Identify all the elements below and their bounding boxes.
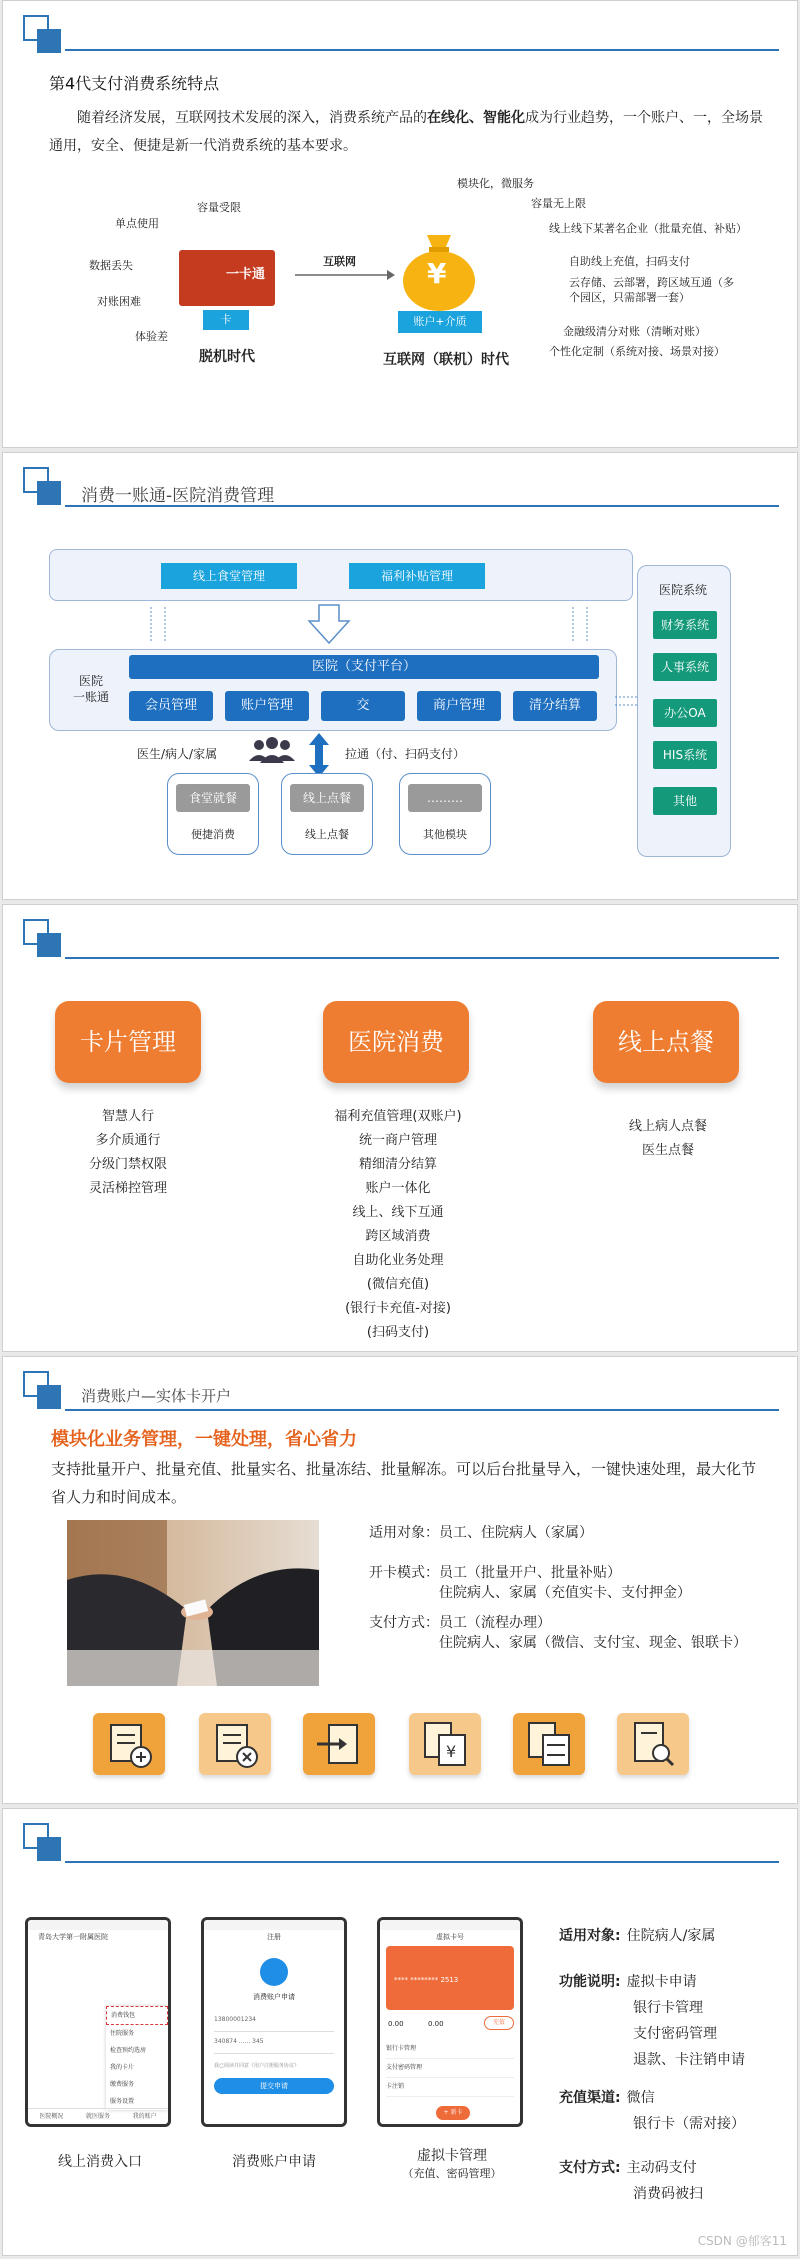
- caption-virtual-card-sub: （充值、密码管理）: [402, 2167, 502, 2180]
- era-online: 互联网（联机）时代: [383, 352, 509, 368]
- platform-label-line1: 医院: [78, 674, 103, 688]
- info-row-mode: [369, 1563, 691, 1603]
- info-value: 住院病人、家属（微信、支付宝、现金、银联卡）: [439, 1635, 747, 1651]
- headline: 模块化业务管理，一键处理，省心省力: [51, 1429, 357, 1450]
- card-number: **** ******** 2513: [394, 1976, 459, 1984]
- module-online-order[interactable]: [281, 773, 373, 855]
- btn-member-mgmt[interactable]: 会员管理: [129, 691, 213, 721]
- label-capacity-unlimited: 容量无上限: [531, 197, 586, 210]
- search-doc-icon[interactable]: [617, 1713, 689, 1775]
- phone-field[interactable]: 13800001234: [214, 2016, 334, 2032]
- phone-header: 注册: [267, 1933, 281, 1941]
- slide-hospital-account: [2, 452, 798, 900]
- phone-virtual-card: [377, 1917, 523, 2127]
- phone-header: 青岛大学第一附属医院: [38, 1933, 108, 1941]
- caption-virtual-card: 虚拟卡管理: [417, 2148, 487, 2164]
- label-data-loss: 数据丢失: [89, 259, 133, 272]
- id-field[interactable]: 340874 ...... 345: [214, 2038, 334, 2054]
- hospital-consume-list: [303, 1105, 493, 1345]
- label-poor-experience: 体验差: [135, 330, 168, 343]
- btn-other-system[interactable]: 其他: [653, 787, 717, 815]
- handshake-photo: [67, 1520, 319, 1686]
- list-item: 多介质通行: [95, 1133, 161, 1148]
- list-item: 医生点餐: [641, 1143, 694, 1158]
- online-order-list: [593, 1115, 743, 1163]
- svg-text:¥: ¥: [446, 1742, 457, 1761]
- btn-finance-system[interactable]: 财务系统: [653, 611, 717, 639]
- info-value: 虚拟卡申请: [626, 1974, 697, 1990]
- info-value: 银行卡管理: [633, 2000, 703, 2016]
- platform-label: [71, 673, 111, 705]
- info-key: 适用对象:: [559, 1928, 621, 1944]
- corner-decoration: [23, 15, 57, 49]
- connector-arrows: [143, 603, 623, 649]
- list-item: (扫码支付): [366, 1325, 430, 1340]
- label-self-recharge: 自助线上充值，扫码支付: [569, 255, 690, 268]
- menu-item[interactable]: 服务设置: [110, 2098, 135, 2105]
- info-value: 银行卡（需对接）: [633, 2116, 745, 2132]
- card-graphic: [179, 250, 275, 306]
- btn-clearing-settlement[interactable]: 清分结算: [513, 691, 597, 721]
- header-line: [65, 1861, 779, 1863]
- caption-online-entry: 线上消费入口: [58, 2154, 142, 2170]
- info-key: 充值渠道:: [559, 2090, 621, 2106]
- module-canteen[interactable]: [167, 773, 259, 855]
- corner-decoration: [23, 1371, 57, 1405]
- menu-item[interactable]: 缴费服务: [110, 2081, 135, 2088]
- info-value: 支付密码管理: [633, 2026, 717, 2042]
- hospital-consume-title: 医院消费: [323, 1001, 469, 1083]
- top-container: [49, 549, 633, 601]
- btn-online-canteen[interactable]: 线上食堂管理: [161, 563, 297, 589]
- corner-decoration: [23, 1823, 57, 1857]
- menu-item[interactable]: 消费钱包: [106, 2006, 168, 2025]
- info-key: 适用对象：: [369, 1525, 439, 1541]
- info-target: [559, 1923, 715, 1949]
- transfer-doc-icon[interactable]: [513, 1713, 585, 1775]
- slide-physical-card: [2, 1356, 798, 1804]
- phone-statusbar: [204, 1920, 344, 1930]
- slide-system-features: [2, 0, 798, 448]
- bag-label: 账户+介质: [398, 311, 482, 333]
- new-card-fab[interactable]: + 新卡: [436, 2106, 470, 2120]
- list-item: 线上病人点餐: [628, 1119, 707, 1134]
- menu-item[interactable]: 我的卡片: [110, 2064, 135, 2071]
- slide-modules-overview: [2, 904, 798, 1352]
- import-icon[interactable]: [303, 1713, 375, 1775]
- menu-item[interactable]: 住院服务: [110, 2030, 135, 2037]
- phone-menu: [106, 2006, 168, 2110]
- info-value: 员工、住院病人（家属）: [439, 1525, 593, 1541]
- yen-symbol: ¥: [427, 257, 447, 290]
- list-item: 精细清分结算: [358, 1157, 437, 1172]
- card-options: [386, 2040, 514, 2097]
- body-text: 支持批量开户、批量充值、批量实名、批量冻结、批量解冻。可以后台批量导入，一键快速处理，最大化节省人力和时间成本。: [51, 1460, 757, 1506]
- intro-paragraph: [49, 104, 769, 160]
- btn-his-system[interactable]: HIS系统: [653, 741, 717, 769]
- hospital-system-title: 医院系统: [659, 583, 708, 597]
- submit-button[interactable]: 提交申请: [214, 2078, 334, 2094]
- tab[interactable]: 医院概况: [39, 2113, 64, 2120]
- label-modular: 模块化，微服务: [457, 177, 534, 190]
- balance-2: 0.00: [428, 2020, 444, 2028]
- card-management-title: 卡片管理: [55, 1001, 201, 1083]
- slide-title: 消费账户—实体卡开户: [81, 1387, 232, 1405]
- users-label: 医生/病人/家属: [137, 747, 218, 761]
- menu-item[interactable]: 检查预约选房: [110, 2047, 147, 2054]
- internet-arrow-label: 互联网: [323, 255, 356, 268]
- era-offline: 脱机时代: [199, 349, 255, 365]
- agree-note: 我已阅读并同意《用户注册服务协议》: [214, 2063, 300, 2069]
- phone-statusbar: [380, 1920, 520, 1930]
- list-item: 跨区域消费: [365, 1229, 431, 1244]
- list-item: 统一商户管理: [358, 1133, 437, 1148]
- slide-title: 第4代支付消费系统特点: [49, 74, 220, 93]
- option-row[interactable]: 银行卡管理: [386, 2040, 514, 2059]
- list-item: 线上、线下互通: [352, 1205, 444, 1220]
- label-online-offline: 线上线下某著名企业（批量充值、补贴）: [549, 222, 747, 235]
- list-item: (银行卡充值-对接): [345, 1301, 451, 1316]
- info-channel: [559, 2085, 745, 2137]
- list-item: 灵活梯控管理: [88, 1181, 167, 1196]
- btn-oa[interactable]: 办公OA: [653, 699, 717, 727]
- phone-header: 虚拟卡号: [436, 1933, 464, 1941]
- intro-text-post: 成为行业趋势，一个账户、一，全场景通用，安全、便捷是新一代消费系统的基本要求。: [49, 110, 763, 154]
- module-other-label: 其他模块: [423, 828, 467, 841]
- corner-decoration: [23, 919, 57, 953]
- recharge-button[interactable]: 充值: [484, 2016, 514, 2030]
- module-other[interactable]: [399, 773, 491, 855]
- header-line: [65, 49, 779, 51]
- info-key: 支付方式：: [369, 1615, 439, 1631]
- platform-label-line2: 一账通: [72, 690, 109, 704]
- virtual-card-graphic: [386, 1946, 514, 2010]
- label-cloud: 云存储、云部署，跨区域互通（多个园区，只需部署一套）: [569, 276, 734, 304]
- users-icon: [247, 737, 297, 765]
- tab[interactable]: 我的账户: [132, 2113, 157, 2120]
- info-payment: [559, 2155, 703, 2207]
- vertical-double-arrow-icon: [309, 733, 329, 777]
- phone-tabbar: [28, 2108, 168, 2124]
- btn-account-mgmt[interactable]: 账户管理: [225, 691, 309, 721]
- info-value: 微信: [626, 2090, 655, 2106]
- info-key: 开卡模式：: [369, 1565, 439, 1581]
- connector-arrows-right: [615, 693, 639, 709]
- info-value: 退款、卡注销申请: [633, 2052, 745, 2068]
- module-other-inner: ………: [408, 784, 482, 812]
- list-item: (微信充值): [366, 1277, 430, 1292]
- intro-text-bold: 在线化、智能化: [427, 110, 525, 126]
- watermark: CSDN @郁客11: [697, 2234, 787, 2248]
- btn-hr-system[interactable]: 人事系统: [653, 653, 717, 681]
- info-value: 主动码支付: [626, 2160, 697, 2176]
- info-value: 住院病人、家属（充值实卡、支付押金）: [439, 1585, 691, 1601]
- remove-card-icon[interactable]: [199, 1713, 271, 1775]
- phone-statusbar: [28, 1920, 168, 1930]
- list-item: 智慧人行: [101, 1109, 154, 1124]
- info-key: 功能说明:: [559, 1974, 621, 1990]
- right-arrow-icon: [295, 269, 395, 281]
- info-value: 员工（流程办理）: [439, 1615, 551, 1631]
- header-line: [65, 1409, 779, 1411]
- btn-transaction[interactable]: 交: [321, 691, 405, 721]
- pull-label: 拉通（付、扫码支付）: [345, 747, 466, 761]
- phone-apply: [201, 1917, 347, 2127]
- phone-online-entry: [25, 1917, 171, 2127]
- list-item: 分级门禁权限: [88, 1157, 167, 1172]
- yen-doc-icon[interactable]: [409, 1713, 481, 1775]
- card-management-list: [53, 1105, 203, 1201]
- btn-welfare-subsidy[interactable]: 福利补贴管理: [349, 563, 485, 589]
- info-value: 消费码被扫: [633, 2186, 703, 2202]
- corner-decoration: [23, 467, 57, 501]
- online-order-title: 线上点餐: [593, 1001, 739, 1083]
- card-sub-tag: 卡: [203, 310, 249, 330]
- apply-avatar-icon: [260, 1958, 288, 1986]
- intro-text-pre: 随着经济发展，互联网技术发展的深入，消费系统产品的: [77, 110, 427, 126]
- info-row-payment: [369, 1613, 747, 1653]
- info-key: 支付方式:: [559, 2160, 621, 2176]
- info-value: 员工（批量开户、批量补贴）: [439, 1565, 621, 1581]
- option-row[interactable]: 支付密码管理: [386, 2059, 514, 2078]
- module-online-order-label: 线上点餐: [305, 828, 349, 841]
- tab[interactable]: 就医服务: [85, 2113, 110, 2120]
- info-function: [559, 1969, 745, 2073]
- info-value: 住院病人/家属: [626, 1928, 716, 1944]
- module-online-order-inner: 线上点餐: [290, 784, 364, 812]
- label-custom: 个性化定制（系统对接、场景对接）: [549, 345, 725, 358]
- list-item: 自助化业务处理: [352, 1253, 444, 1268]
- label-capacity-limited: 容量受限: [197, 201, 241, 214]
- label-reconcile-difficult: 对账困难: [97, 295, 141, 308]
- option-row[interactable]: 卡注销: [386, 2078, 514, 2097]
- add-card-icon[interactable]: [93, 1713, 165, 1775]
- header-line: [65, 957, 779, 959]
- caption-apply: 消费账户申请: [232, 2154, 316, 2170]
- label-single-point: 单点使用: [115, 217, 159, 230]
- btn-merchant-mgmt[interactable]: 商户管理: [417, 691, 501, 721]
- module-canteen-label: 便捷消费: [191, 828, 235, 841]
- apply-label: 消费账户申请: [253, 1993, 295, 2001]
- card-label: 一卡通: [225, 267, 265, 282]
- list-item: 账户一体化: [365, 1181, 431, 1196]
- slide-title: 消费一账通-医院消费管理: [81, 486, 275, 506]
- balance-1: 0.00: [388, 2020, 404, 2028]
- info-row-target: [369, 1523, 593, 1543]
- slide-virtual-card: [2, 1808, 798, 2256]
- module-canteen-inner: 食堂就餐: [176, 784, 250, 812]
- label-financial-reconcile: 金融级清分对账（清晰对账）: [563, 325, 706, 338]
- list-item: 福利充值管理(双账户): [334, 1109, 462, 1124]
- platform-title-bar: 医院（支付平台）: [129, 655, 599, 679]
